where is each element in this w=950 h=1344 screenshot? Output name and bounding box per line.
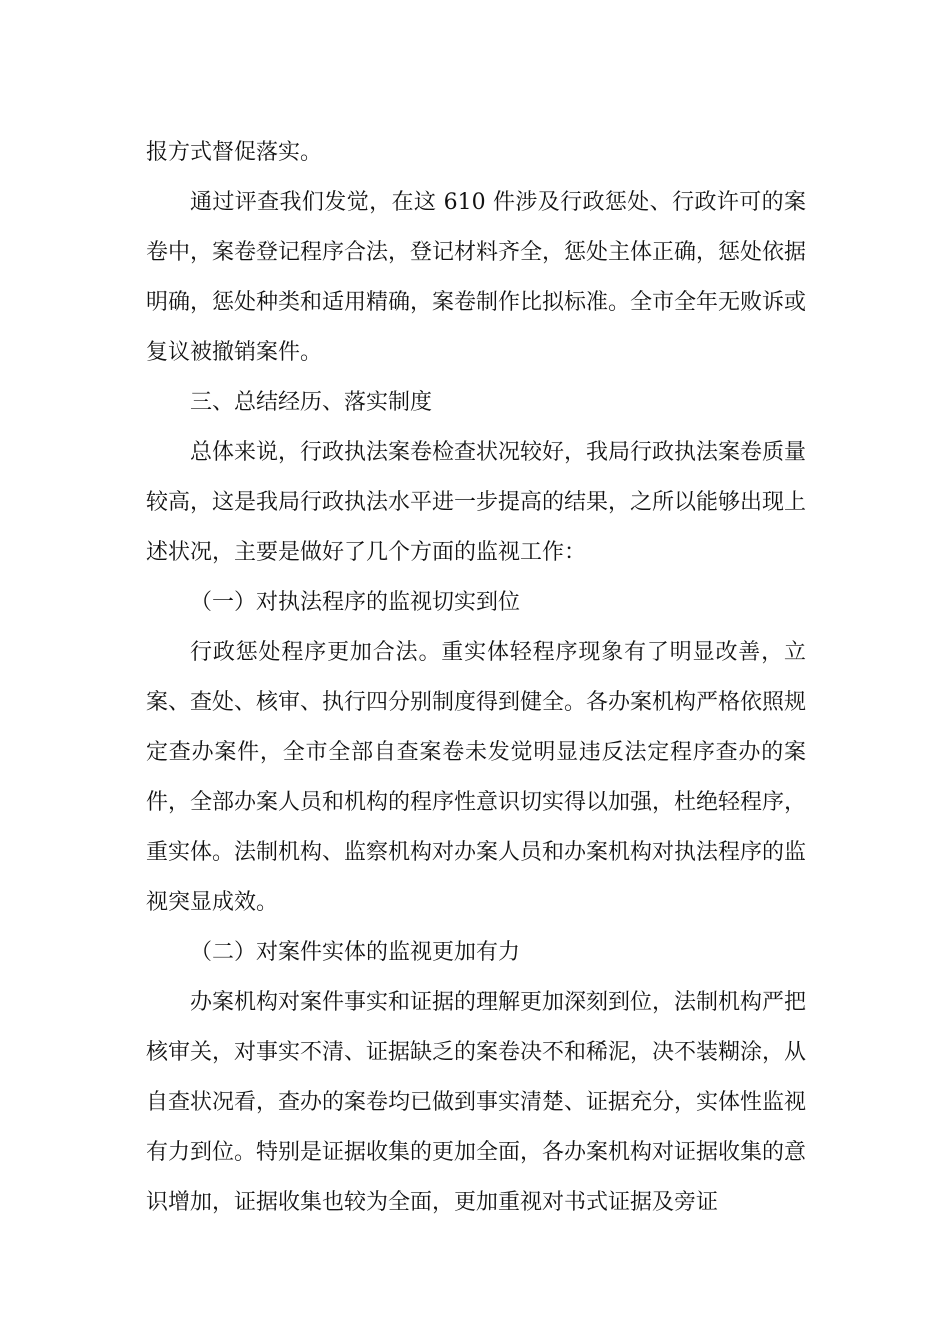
paragraph-procedure: 行政惩处程序更加合法。重实体轻程序现象有了明显改善，立案、查处、核审、执行四分别制度得到健全。各办案机构严格依照规定查办案件，全市全部自查案卷未发觉明显违反法定程序查办的案件，全部办案人员和机构的程序性意识切实得以加强，杜绝轻程序，重实体。法制机构、监察机构对办案人员和办案机构对执法程序的监视突显成效。 (146, 640, 807, 915)
subsection-heading-1: （一）对执法程序的监视切实到位 (190, 590, 521, 615)
paragraph-review-findings: 通过评查我们发觉，在这 610 件涉及行政惩处、行政许可的案卷中，案卷登记程序合法，登记材料齐全，惩处主体正确，惩处依据明确，惩处种类和适用精确，案卷制作比拟标准。全市全年无败诉或复议被撤销案件。 (146, 190, 807, 365)
paragraph-overview: 总体来说，行政执法案卷检查状况较好，我局行政执法案卷质量较高，这是我局行政执法水平进一步提高的结果，之所以能够出现上述状况，主要是做好了几个方面的监视工作： (146, 440, 807, 565)
document-body (146, 128, 806, 1228)
subsection-heading-2: （二）对案件实体的监视更加有力 (190, 940, 521, 965)
paragraph-continuation: 报方式督促落实。 (146, 140, 323, 165)
section-heading-3: 三、总结经历、落实制度 (190, 390, 433, 415)
paragraph-substance: 办案机构对案件事实和证据的理解更加深刻到位，法制机构严把核审关，对事实不清、证据缺乏的案卷决不和稀泥，决不装糊涂，从自查状况看，查办的案卷均已做到事实清楚、证据充分，实体性监视有力到位。特别是证据收集的更加全面，各办案机构对证据收集的意识增加，证据收集也较为全面，更加重视对书式证据及旁证 (146, 990, 807, 1215)
